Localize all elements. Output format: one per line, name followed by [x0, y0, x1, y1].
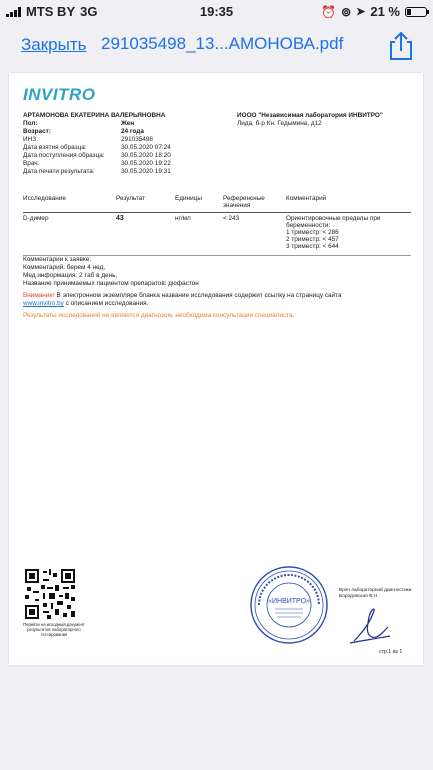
battery-fill: [407, 9, 411, 15]
test-reference: < 243: [223, 215, 240, 222]
warning-label: Внимание!: [23, 292, 55, 299]
page-number: стр.1 из 1: [379, 649, 403, 655]
header-units: Единицы: [175, 195, 202, 202]
warning-note: [23, 292, 403, 308]
carrier-label: MTS BY: [26, 4, 76, 19]
lab-stamp-icon: [249, 565, 329, 645]
comment-line: беременности:: [286, 222, 331, 229]
test-name[interactable]: D-димер: [23, 215, 49, 222]
patient-info: [23, 112, 171, 176]
status-bar: [0, 0, 433, 22]
patient-row: [23, 160, 171, 168]
disclaimer: Результаты исследований не являются диагнозом, необходима консультация специалиста.: [23, 312, 295, 319]
document-title: 291035498_13...АМОНОВА.pdf: [101, 34, 344, 53]
comment-line: 2 триместр: < 457: [286, 236, 339, 243]
clock: 19:35: [199, 4, 234, 19]
share-icon[interactable]: [387, 31, 415, 61]
header-comment: Комментарий: [286, 195, 327, 202]
comment-line: 3 триместр: < 644: [286, 243, 339, 250]
field-value: 291035498: [121, 136, 153, 143]
network-label: 3G: [80, 4, 98, 19]
lab-address: Лида, б-р Кн. Гедымина, д12: [237, 120, 322, 127]
patient-row: [23, 136, 171, 144]
field-label: Возраст:: [23, 128, 51, 135]
field-value: 24 года: [121, 128, 144, 135]
order-comments: [23, 256, 199, 288]
patient-row: [23, 120, 171, 128]
header-result: Результат: [116, 195, 146, 202]
header-test: Исследование: [23, 195, 66, 202]
test-comment: [286, 215, 380, 250]
field-label: Дата поступления образца:: [23, 152, 105, 159]
status-right: [321, 4, 427, 19]
field-value: 30.05.2020 19:22: [121, 160, 171, 167]
results-table-header: [23, 195, 411, 213]
warning-text: В электронном экземпляре бланка название исследования содержит ссылку на страницу сайта: [54, 292, 342, 299]
field-value: Жен: [121, 120, 135, 127]
doctor-title: Врач лабораторной диагностики: [339, 588, 412, 593]
comment-line: Название принимаемых пациентом препаратов: дюфастон: [23, 280, 199, 287]
header-reference: Референсные значения: [223, 195, 265, 209]
battery-icon: [405, 7, 427, 17]
field-value: 30.05.2020 07:24: [121, 144, 171, 151]
qr-code-icon[interactable]: [25, 569, 75, 619]
test-result: 43: [116, 215, 124, 222]
alarm-icon: ⏰: [321, 4, 337, 19]
test-units: нг/мл: [175, 215, 191, 222]
field-label: Дата печати результата:: [23, 168, 95, 175]
field-value: 30.05.2020 19:31: [121, 168, 171, 175]
lab-name: ИООО "Независимая лаборатория ИНВИТРО": [237, 112, 383, 119]
field-label: Врач:: [23, 160, 40, 167]
orientation-lock-icon: ⊚: [341, 4, 352, 19]
doctor-signature-icon: [344, 603, 394, 648]
field-label: Дата взятия образца:: [23, 144, 87, 151]
field-label: ИНЗ:: [23, 136, 38, 143]
comment-line: 1 триместр: < 286: [286, 229, 339, 236]
comments-title: Комментарии к заявке:: [23, 256, 92, 263]
table-row: [23, 215, 411, 256]
comment-line: Комментарий: берем 4 нед,: [23, 264, 105, 271]
nav-bar: [0, 24, 433, 68]
doctor-name: Бородовская В.Н.: [339, 594, 379, 599]
comment-line: Ориентировочные пределы при: [286, 215, 381, 222]
battery-percent: 21 %: [370, 4, 400, 19]
qr-caption: Перейти на исходный документ результатов лабораторного тестирования: [23, 622, 85, 637]
invitro-logo: INVITRO: [23, 85, 96, 104]
field-value: 30.05.2020 18:20: [121, 152, 171, 159]
patient-row: [23, 128, 171, 136]
patient-row: [23, 144, 171, 152]
comment-line: Мед информация: 2 таб в день,: [23, 272, 118, 279]
field-label: Пол:: [23, 120, 38, 127]
stamp-text: «ИНВИТРО»: [268, 598, 310, 605]
close-button[interactable]: Закрыть: [21, 35, 87, 54]
doctor-caption: [339, 588, 411, 600]
invitro-link[interactable]: www.invitro.by: [23, 300, 64, 307]
location-icon: ➤: [356, 6, 366, 18]
patient-name: АРТАМОНОВА ЕКАТЕРИНА ВАЛЕРЬЯНОВНА: [23, 112, 166, 119]
lab-info: [237, 112, 383, 128]
pdf-page: [9, 73, 423, 665]
warning-text-after: с описанием исследования.: [65, 300, 149, 307]
patient-row: [23, 168, 171, 176]
patient-row: [23, 152, 171, 160]
